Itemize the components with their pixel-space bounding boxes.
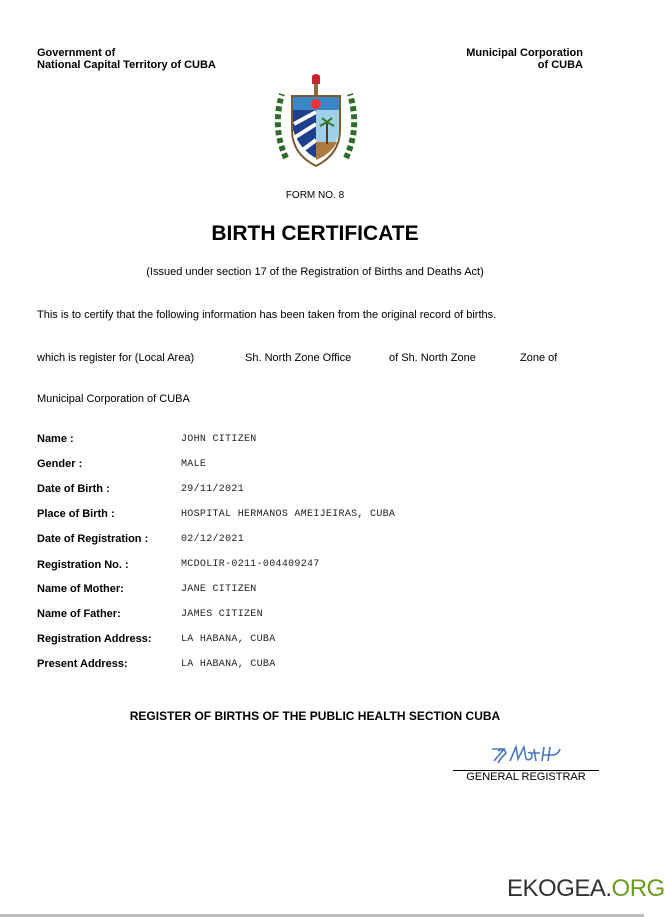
field-value: LA HABANA, CUBA: [181, 659, 276, 670]
field-value: MCDOLIR-0211-004409247: [181, 559, 320, 570]
field-label: Registration No. :: [37, 559, 129, 571]
field-label: Date of Registration :: [37, 533, 149, 545]
document-subtitle: (Issued under section 17 of the Registration of Births and Deaths Act): [146, 266, 484, 278]
field-value: JANE CITIZEN: [181, 584, 257, 595]
field-label: Name of Father:: [37, 608, 121, 620]
register-footer-title: REGISTER OF BIRTHS OF THE PUBLIC HEALTH SECTION CUBA: [129, 709, 501, 723]
field-value: JAMES CITIZEN: [181, 609, 263, 620]
field-label: Date of Birth :: [37, 483, 110, 495]
field-value: 02/12/2021: [181, 534, 245, 545]
coat-of-arms-emblem: [272, 72, 360, 172]
field-label: Name of Mother:: [37, 583, 124, 595]
issuer-right-line1: Municipal Corporation: [466, 47, 583, 59]
field-label: Name :: [37, 433, 74, 445]
field-value: JOHN CITIZEN: [181, 434, 257, 445]
certify-statement: This is to certify that the following information has been taken from the original record of births.: [37, 309, 497, 321]
field-value: HOSPITAL HERMANOS AMEIJEIRAS, CUBA: [181, 509, 396, 520]
registrar-signature: [488, 743, 563, 765]
register-zone: of Sh. North Zone: [389, 352, 476, 364]
field-value: MALE: [181, 459, 207, 470]
issuer-left: [37, 47, 216, 71]
watermark-logo: [507, 875, 665, 903]
issuer-left-line2: National Capital Territory of CUBA: [37, 59, 216, 71]
registrar-label: GENERAL REGISTRAR: [466, 771, 586, 783]
watermark-text-accent: ORG: [611, 875, 665, 902]
field-label: Place of Birth :: [37, 508, 115, 520]
issuer-right-line2: of CUBA: [537, 59, 583, 71]
issuer-left-line1: Government of: [37, 47, 116, 59]
register-zone-of: Zone of: [520, 352, 558, 364]
form-number: FORM NO. 8: [285, 190, 345, 201]
municipal-corporation-text: Municipal Corporation of CUBA: [37, 393, 190, 405]
field-value: 29/11/2021: [181, 484, 245, 495]
field-label: Registration Address:: [37, 633, 152, 645]
field-label: Gender :: [37, 458, 83, 470]
field-label: Present Address:: [37, 658, 128, 670]
watermark-text: EKOGEA.: [507, 875, 612, 902]
issuer-right: [466, 47, 583, 71]
field-value: LA HABANA, CUBA: [181, 634, 276, 645]
register-office: Sh. North Zone Office: [245, 352, 352, 364]
register-local-area: which is register for (Local Area): [37, 352, 195, 364]
document-title: BIRTH CERTIFICATE: [211, 222, 419, 245]
